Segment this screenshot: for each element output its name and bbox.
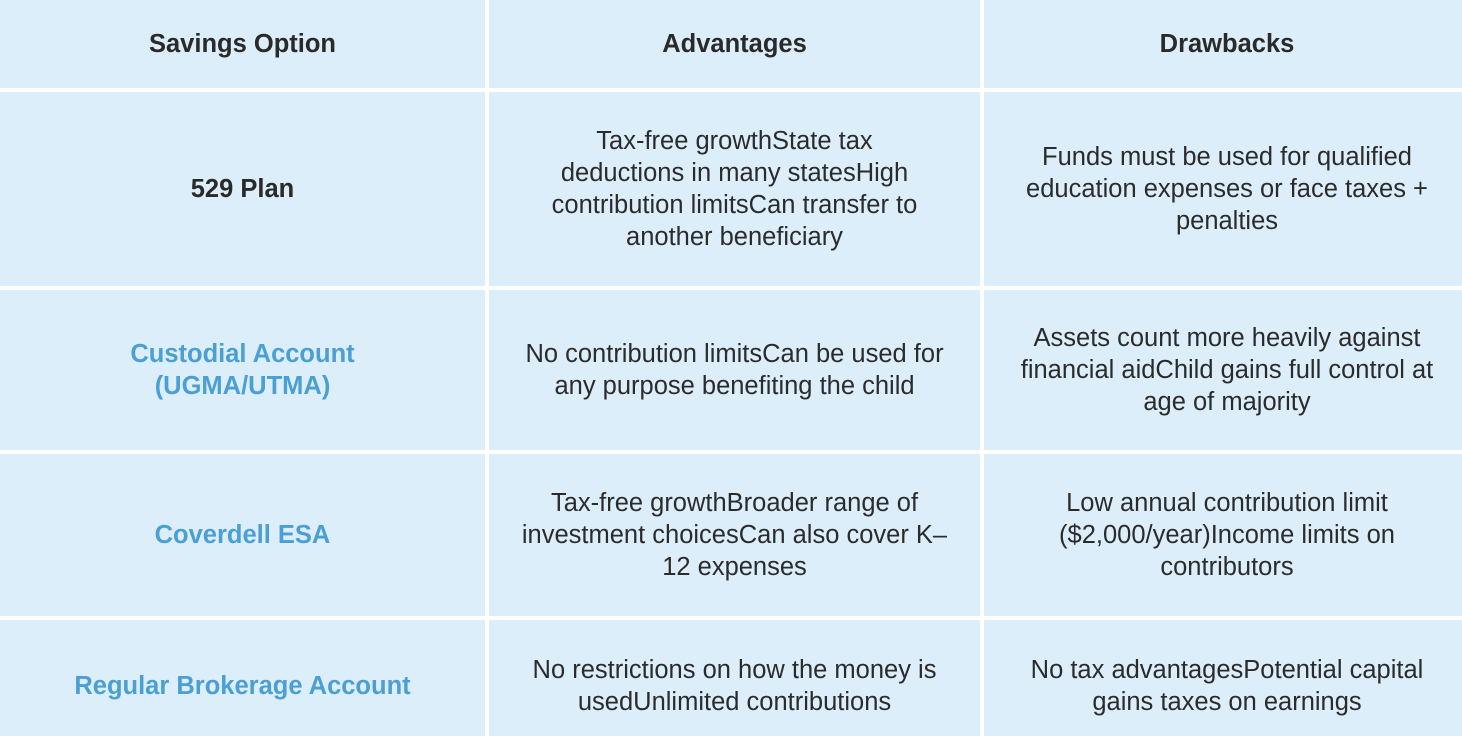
row-529-plan-drawbacks — [984, 92, 1462, 286]
header-drawbacks-label: Drawbacks — [1159, 30, 1295, 58]
header-savings-option — [0, 0, 485, 88]
header-advantages-label: Advantages — [662, 30, 807, 58]
drawbacks-text: Assets count more heavily against financial aidChild gains full control at age of majority — [1020, 324, 1434, 416]
advantages-text: No restrictions on how the money is usedUnlimited contributions — [532, 656, 937, 716]
advantages-text: Tax-free growthBroader range of investment choicesCan also cover K–12 expenses — [521, 489, 948, 581]
row-coverdell-esa-advantages — [489, 454, 980, 616]
option-link[interactable]: Custodial Account (UGMA/UTMA) — [130, 340, 355, 400]
row-529-plan-option — [0, 92, 485, 286]
advantages-text: No contribution limitsCan be used for any purpose benefiting the child — [525, 340, 944, 400]
row-529-plan-advantages — [489, 92, 980, 286]
row-custodial-account-option[interactable] — [0, 290, 485, 450]
row-regular-brokerage-drawbacks — [984, 620, 1462, 736]
row-coverdell-esa-drawbacks — [984, 454, 1462, 616]
header-savings-option-label: Savings Option — [148, 30, 337, 58]
row-coverdell-esa-option[interactable] — [0, 454, 485, 616]
drawbacks-text: No tax advantagesPotential capital gains taxes on earnings — [1030, 656, 1424, 716]
option-link[interactable]: Coverdell ESA — [154, 521, 331, 549]
row-custodial-account-drawbacks — [984, 290, 1462, 450]
drawbacks-text: Funds must be used for qualified education expenses or face taxes + penalties — [1026, 143, 1428, 235]
option-link[interactable]: Regular Brokerage Account — [74, 672, 411, 700]
row-regular-brokerage-option[interactable] — [0, 620, 485, 736]
option-label: 529 Plan — [190, 175, 295, 203]
advantages-text: Tax-free growthState tax deductions in many statesHigh contribution limitsCan transfer to another beneficiary — [551, 127, 918, 251]
drawbacks-text: Low annual contribution limit ($2,000/year)Income limits on contributors — [1059, 489, 1395, 581]
row-custodial-account-advantages — [489, 290, 980, 450]
header-advantages — [489, 0, 980, 88]
header-drawbacks — [984, 0, 1462, 88]
row-regular-brokerage-advantages — [489, 620, 980, 736]
